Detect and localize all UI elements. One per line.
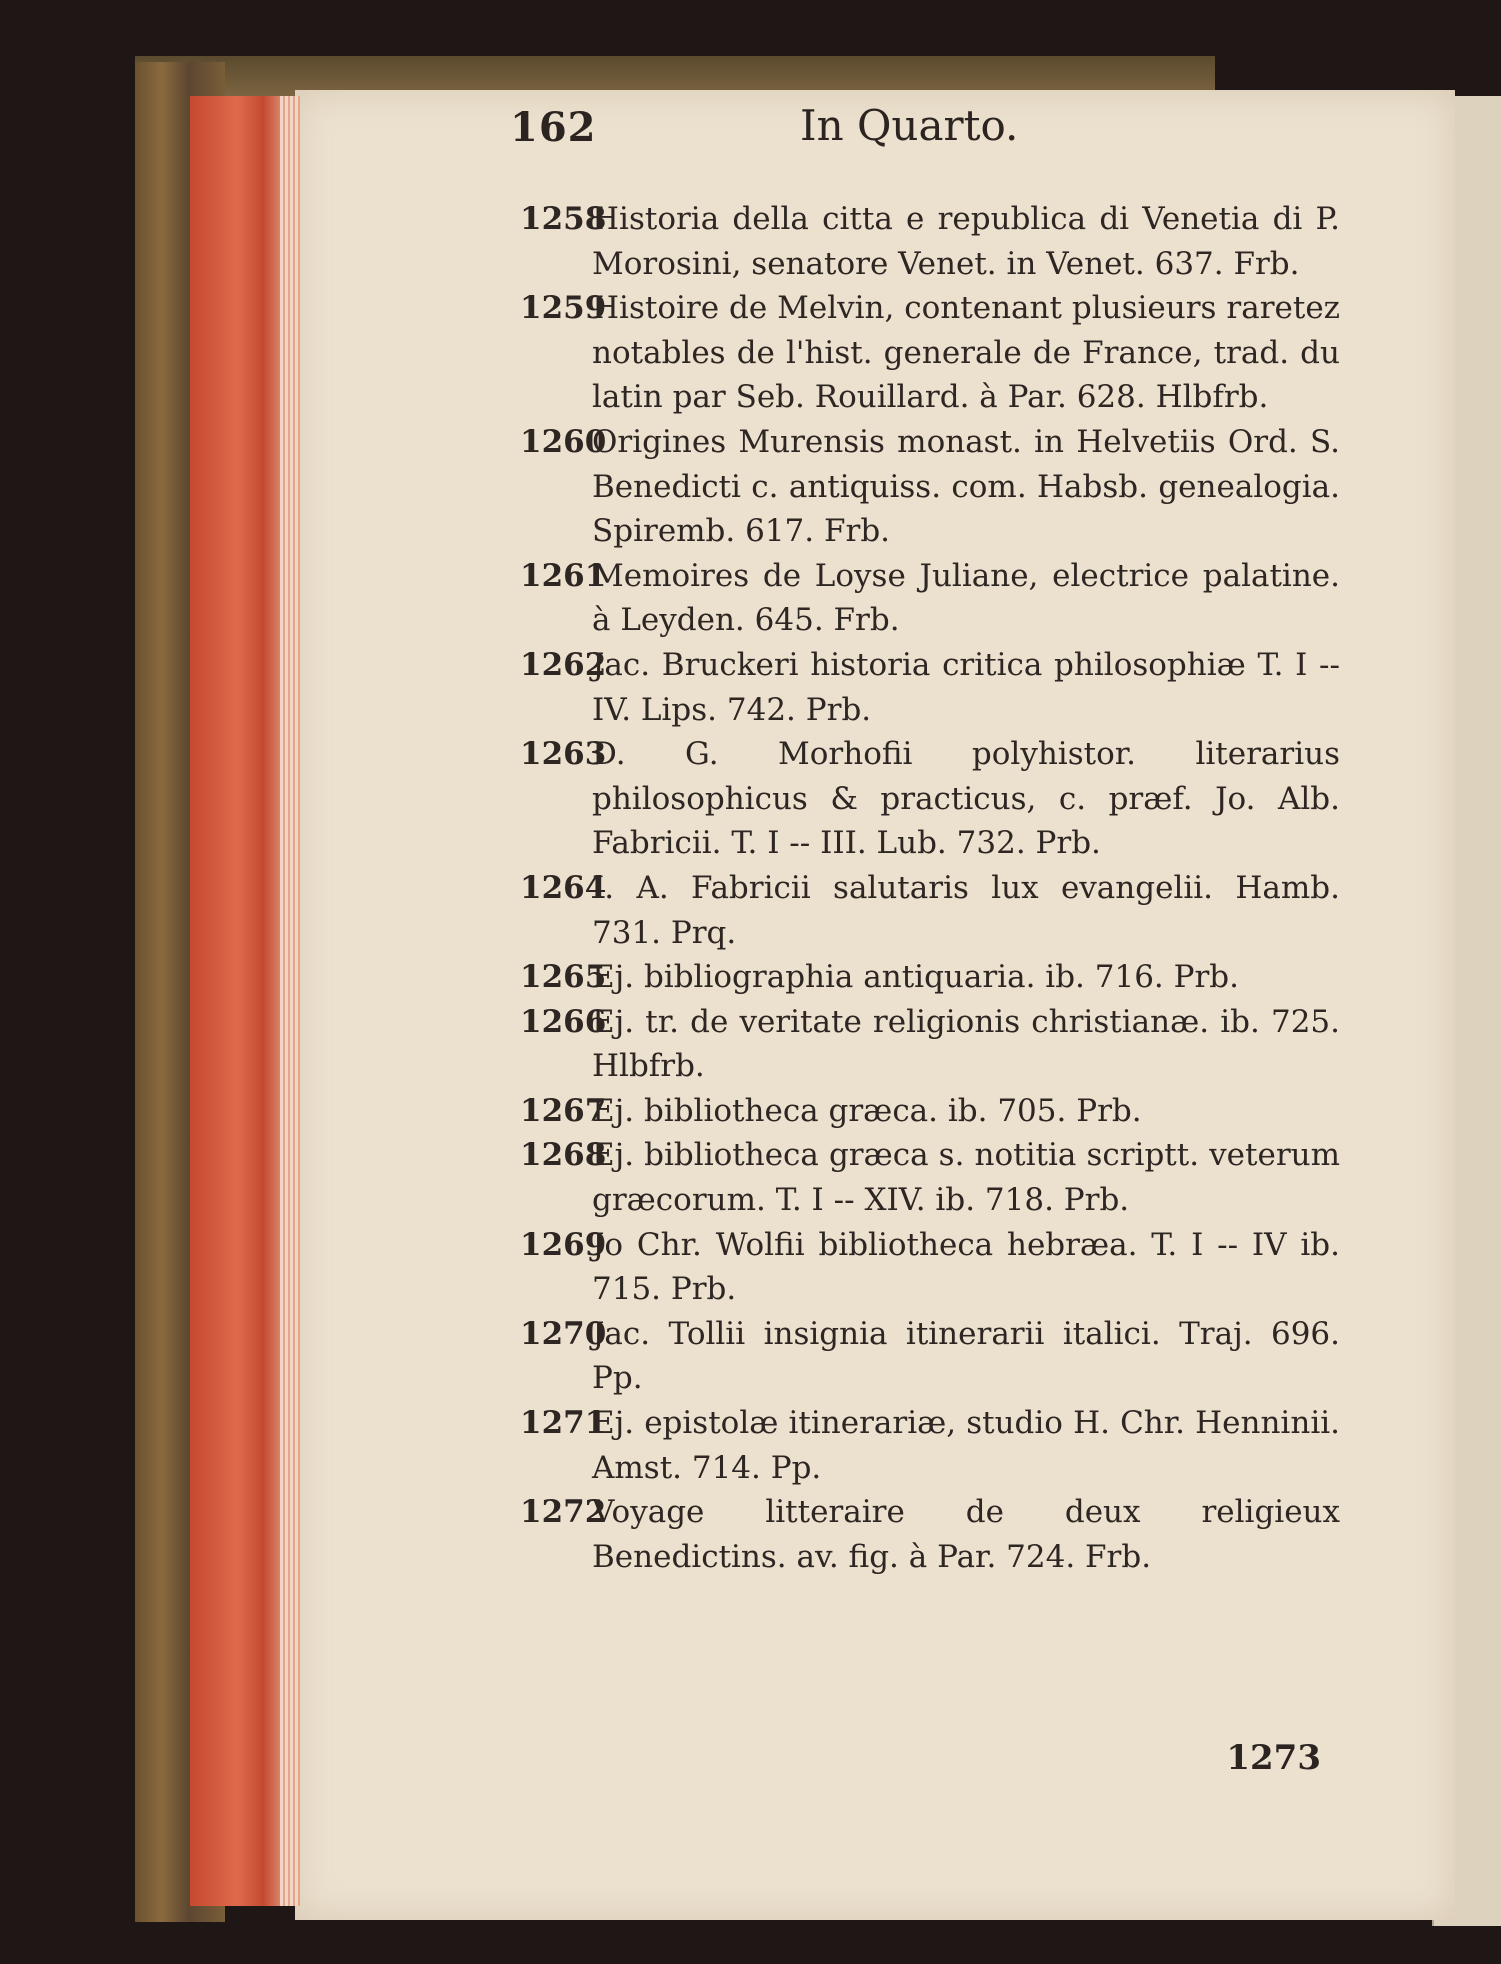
catalog-entry <box>520 1223 1340 1312</box>
entry-text: Memoires de Loyse Juliane, electrice palatine. à Leyden. 645. Frb. <box>592 557 1340 639</box>
entry-number: 1263 <box>520 736 607 773</box>
entry-text: D. G. Morhofii polyhistor. literarius philosophicus & practicus, c. præf. Jo. Alb. Fabricii. T. I -- III. Lub. 732. Prb. <box>592 736 1340 862</box>
catalog-entry <box>520 1133 1340 1222</box>
catalog-entry <box>520 197 1340 286</box>
entry-text: Origines Murensis monast. in Helvetiis Ord. S. Benedicti c. antiquiss. com. Habsb. genealogia. Spiremb. 617. Frb. <box>592 423 1340 550</box>
entry-number: 1272 <box>520 1494 607 1531</box>
catalog-entry <box>520 1000 1340 1089</box>
entry-number: 1260 <box>520 423 607 460</box>
entry-text: Ej. bibliotheca græca. ib. 705. Prb. <box>592 1092 1142 1129</box>
entry-text: Voyage litteraire de deux religieux Benedictins. av. fig. à Par. 724. Frb. <box>592 1494 1340 1575</box>
entry-number: 1258 <box>520 201 607 237</box>
entry-text: Jo Chr. Wolfii bibliotheca hebræa. T. I -- IV ib. 715. Prb. <box>592 1226 1340 1308</box>
catalog-entry <box>520 866 1340 955</box>
entry-number: 1265 <box>520 959 607 996</box>
catalog-entry <box>520 1401 1340 1490</box>
page-stack <box>280 96 300 1906</box>
entry-text: Jac. Tollii insignia itinerarii italici. Traj. 696. Pp. <box>592 1315 1340 1397</box>
entry-number: 1270 <box>520 1315 607 1352</box>
entry-number: 1269 <box>520 1226 607 1263</box>
catalog-entry <box>520 420 1340 554</box>
entry-text: I. A. Fabricii salutaris lux evangelii. Hamb. 731. Prq. <box>592 869 1340 951</box>
entry-text: Histoire de Melvin, contenant plusieurs raretez notables de l'hist. generale de France, trad. du latin par Seb. Rouillard. à Par. 628. Hlbfrb. <box>592 290 1340 416</box>
entry-text: Ej. bibliotheca græca s. notitia scriptt. veterum græcorum. T. I -- XIV. ib. 718. Prb. <box>592 1137 1340 1219</box>
catalog-entry <box>520 955 1340 1000</box>
entry-number: 1259 <box>520 290 607 327</box>
entry-number: 1261 <box>520 557 607 594</box>
entry-text: Historia della citta e republica di Venetia di P. Morosini, senatore Venet. in Venet. 637. Frb. <box>592 201 1340 282</box>
entry-number: 1262 <box>520 646 607 683</box>
catalog-entry <box>520 1490 1340 1579</box>
catalog-entries <box>520 197 1340 1579</box>
catalog-entry <box>520 286 1340 420</box>
page-number: 162 <box>510 104 597 151</box>
catalog-entry <box>520 1089 1340 1134</box>
catchword: 1273 <box>1226 1738 1321 1778</box>
entry-text: Ej. bibliographia antiquaria. ib. 716. Prb. <box>592 959 1240 996</box>
entry-number: 1271 <box>520 1405 607 1442</box>
catalog-entry <box>520 1312 1340 1401</box>
entry-text: Jac. Bruckeri historia critica philosophiæ T. I -- IV. Lips. 742. Prb. <box>592 646 1340 728</box>
catalog-entry <box>520 732 1340 866</box>
running-head: In Quarto. <box>800 101 1019 150</box>
entry-number: 1267 <box>520 1092 607 1129</box>
catalog-entry <box>520 554 1340 643</box>
entry-number: 1266 <box>520 1003 607 1040</box>
entry-number: 1264 <box>520 869 607 906</box>
entry-text: Ej. tr. de veritate religionis christianæ. ib. 725. Hlbfrb. <box>592 1003 1340 1085</box>
entry-number: 1268 <box>520 1137 607 1174</box>
catalog-entry <box>520 643 1340 732</box>
entry-text: Ej. epistolæ itinerariæ, studio H. Chr. Henninii. Amst. 714. Pp. <box>592 1405 1340 1486</box>
